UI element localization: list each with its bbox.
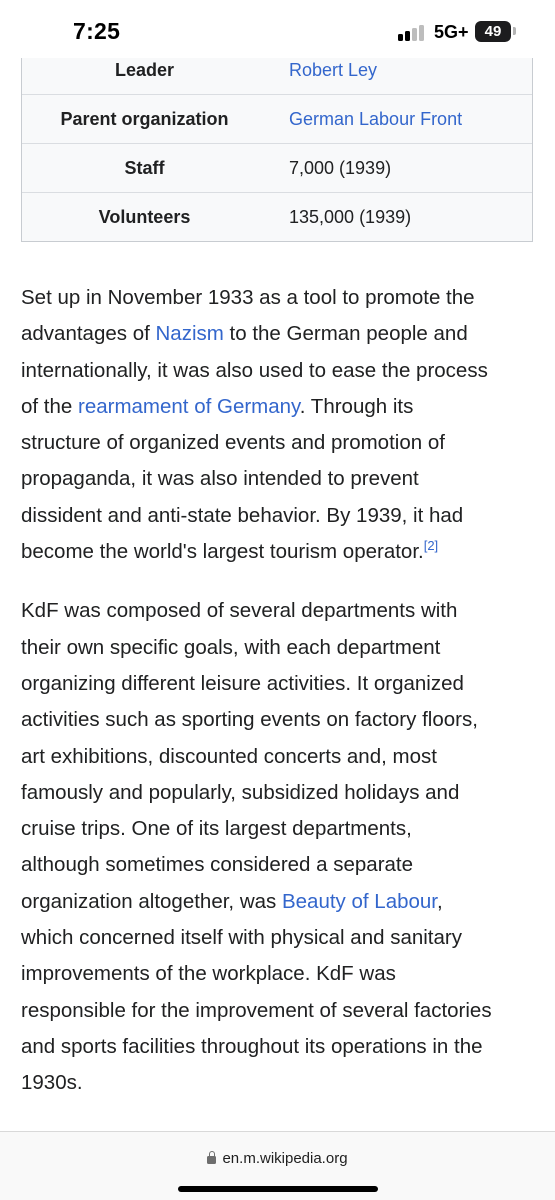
text-run: of the — [21, 394, 78, 418]
infobox-label: Parent organization — [60, 109, 229, 129]
text-run: become the world's largest tourism operator. — [21, 540, 424, 564]
beauty-of-labour-link[interactable]: Beauty of Labour — [281, 889, 437, 913]
url-text: en.m.wikipedia.org — [222, 1150, 348, 1167]
text-line — [21, 884, 541, 920]
status-time: 7:25 — [73, 18, 121, 44]
infobox-table — [21, 46, 533, 242]
paragraph-1 — [21, 280, 541, 570]
battery-level: 49 — [484, 23, 502, 40]
text-line: which concerned itself with physical and sanitary — [21, 926, 462, 950]
text-run: to the German people and — [223, 322, 468, 346]
url-display[interactable] — [0, 1150, 555, 1167]
paragraph-2 — [21, 593, 541, 1101]
text-line — [21, 534, 541, 570]
text-line: internationally, it was also used to ease the process — [21, 358, 488, 382]
text-line — [21, 316, 541, 352]
network-type: 5G+ — [434, 22, 469, 42]
text-line: activities such as sporting events on factory floors, — [21, 708, 478, 732]
infobox-label: Staff — [124, 158, 165, 178]
text-line: their own specific goals, with each department — [21, 635, 441, 659]
text-line: propaganda, it was also intended to prevent — [21, 467, 419, 491]
article-body — [21, 280, 541, 1102]
infobox-row-parent-organization — [22, 95, 532, 144]
text-line: and sports facilities throughout its operations in the — [21, 1034, 483, 1058]
nazism-link[interactable]: Nazism — [155, 322, 224, 346]
lock-icon — [207, 1156, 216, 1164]
text-line: famously and popularly, subsidized holidays and — [21, 780, 460, 804]
text-line — [21, 389, 541, 425]
text-line: responsible for the improvement of several factories — [21, 998, 492, 1022]
battery-icon — [475, 21, 511, 42]
text-line: art exhibitions, discounted concerts and, most — [21, 744, 437, 768]
rearmament-of-germany-link[interactable]: rearmament of Germany — [78, 394, 300, 418]
text-run: organization altogether, was — [21, 889, 282, 913]
reference-link[interactable]: [2] — [423, 538, 439, 554]
status-bar — [0, 0, 555, 58]
text-run: . Through its — [299, 394, 414, 418]
text-line: dissident and anti-state behavior. By 1939, it had — [21, 503, 464, 527]
parent-organization-link[interactable]: German Labour Front — [289, 109, 463, 129]
text-run: , — [437, 889, 443, 913]
cellular-signal-icon — [398, 23, 428, 41]
infobox-value: 135,000 (1939) — [289, 207, 412, 227]
text-line: although sometimes considered a separate — [21, 853, 414, 877]
text-line: organizing different leisure activities. It organized — [21, 671, 464, 695]
battery-tip — [513, 27, 516, 35]
text-line: 1930s. — [21, 1071, 83, 1095]
home-indicator[interactable] — [178, 1186, 378, 1192]
text-line: cruise trips. One of its largest departments, — [21, 817, 412, 841]
leader-link[interactable]: Robert Ley — [289, 60, 378, 80]
infobox-label: Leader — [114, 60, 175, 80]
text-line: Set up in November 1933 as a tool to promote the — [21, 286, 475, 309]
infobox-value: 7,000 (1939) — [289, 158, 392, 178]
text-line: structure of organized events and promotion of — [21, 431, 445, 455]
text-run: advantages of — [21, 322, 156, 346]
infobox-row-volunteers — [22, 193, 532, 242]
infobox-label: Volunteers — [98, 207, 191, 227]
text-line: improvements of the workplace. KdF was — [21, 962, 396, 986]
infobox-row-staff — [22, 144, 532, 193]
text-line: KdF was composed of several departments with — [21, 599, 458, 623]
